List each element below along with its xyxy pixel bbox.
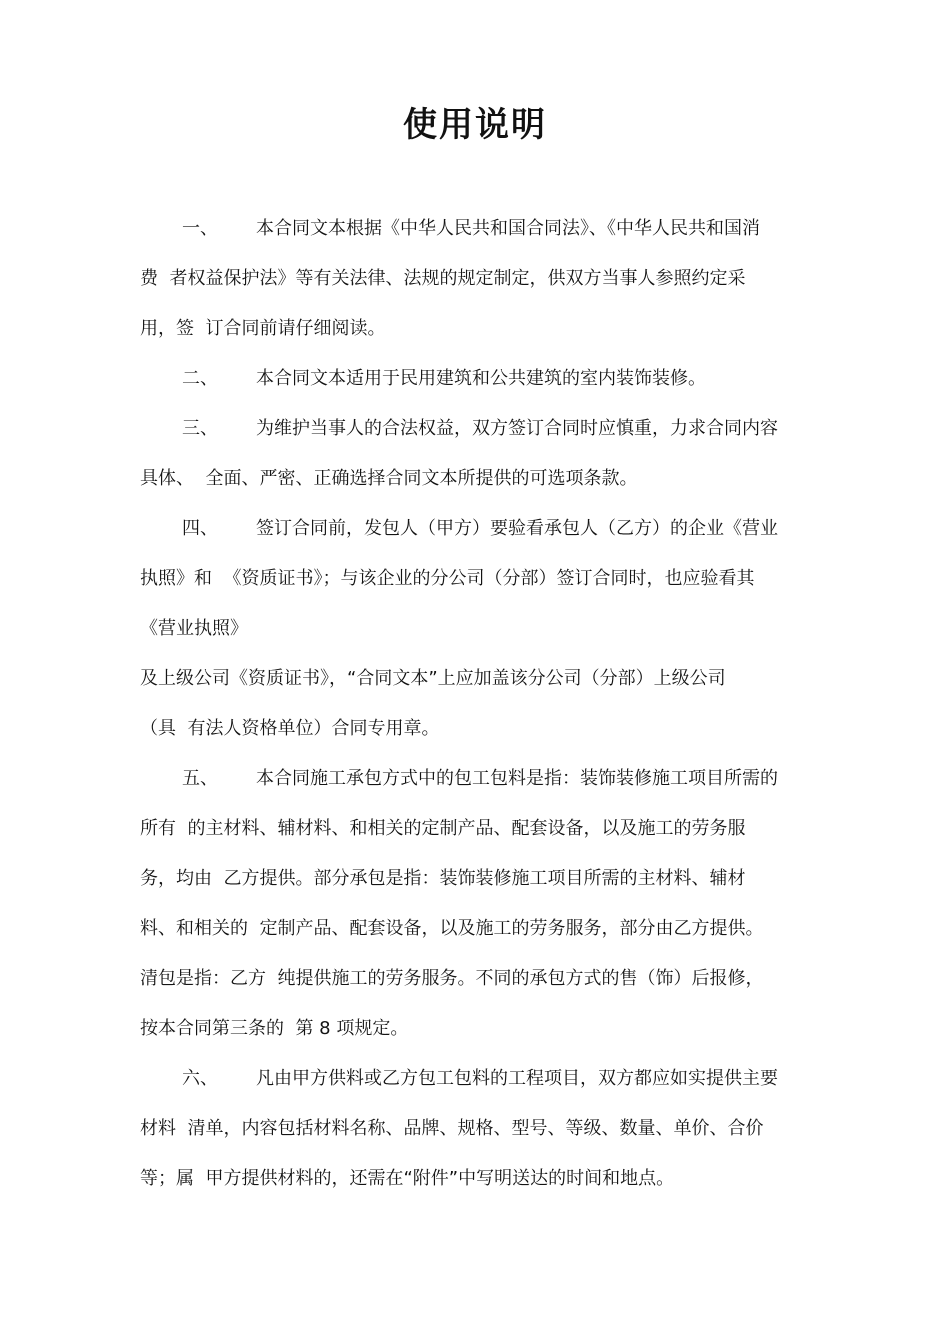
paragraph-line: [182, 214, 822, 244]
item-number: 四、: [182, 518, 218, 539]
paragraph-line: 所有 的主材料、辅材料、和相关的定制产品、配套设备，以及施工的劳务服: [140, 818, 746, 839]
paragraph-line: （具 有法人资格单位）合同专用章。: [140, 718, 440, 739]
paragraph-line: 费 者权益保护法》等有关法律、法规的规定制定，供双方当事人参照约定采: [140, 268, 746, 289]
line-text: 凡由甲方供料或乙方包工包料的工程项目，双方都应如实提供主要: [256, 1068, 778, 1089]
paragraph-line: 《营业执照》: [140, 618, 248, 639]
item-number: 一、: [182, 218, 218, 239]
item-number: 二、: [182, 368, 218, 389]
paragraph-line: [182, 514, 822, 544]
item-number: 三、: [182, 418, 218, 439]
paragraph-line: 用，签 订合同前请仔细阅读。: [140, 318, 386, 339]
line-text: 本合同施工承包方式中的包工包料是指：装饰装修施工项目所需的: [256, 768, 778, 789]
paragraph-line: 等；属 甲方提供材料的，还需在“附件”中写明送达的时间和地点。: [140, 1168, 675, 1189]
paragraph-line: [182, 414, 822, 444]
paragraph-line: [182, 764, 822, 794]
paragraph-line: 务，均由 乙方提供。部分承包是指：装饰装修施工项目所需的主材料、辅材: [140, 868, 746, 889]
paragraph-line: 执照》和 《资质证书》；与该企业的分公司（分部）签订合同时，也应验看其: [140, 568, 755, 589]
line-text: 本合同文本适用于民用建筑和公共建筑的室内装饰装修。: [256, 368, 706, 389]
line-text: 为维护当事人的合法权益，双方签订合同时应慎重，力求合同内容: [256, 418, 778, 439]
paragraph-line: 料、和相关的 定制产品、配套设备，以及施工的劳务服务，部分由乙方提供。: [140, 918, 764, 939]
line-text: 签订合同前，发包人（甲方）要验看承包人（乙方）的企业《营业: [256, 518, 778, 539]
paragraph-line: [182, 1064, 822, 1094]
item-number: 五、: [182, 768, 218, 789]
line-text: 本合同文本根据《中华人民共和国合同法》、《中华人民共和国消: [256, 218, 760, 239]
paragraph-line: 具体、 全面、严密、正确选择合同文本所提供的可选项条款。: [140, 468, 638, 489]
paragraph-line: 清包是指：乙方 纯提供施工的劳务服务。不同的承包方式的售（饰）后报修，: [140, 968, 764, 989]
paragraph-line: 材料 清单，内容包括材料名称、品牌、规格、型号、等级、数量、单价、合价: [140, 1118, 764, 1139]
page-title: 使用说明: [403, 105, 547, 145]
paragraph-line: 及上级公司《资质证书》，“合同文本”上应加盖该分公司（分部）上级公司: [140, 668, 726, 689]
paragraph-line: [182, 364, 822, 394]
item-number: 六、: [182, 1068, 218, 1089]
paragraph-line: 按本合同第三条的 第 8 项规定。: [140, 1018, 409, 1039]
